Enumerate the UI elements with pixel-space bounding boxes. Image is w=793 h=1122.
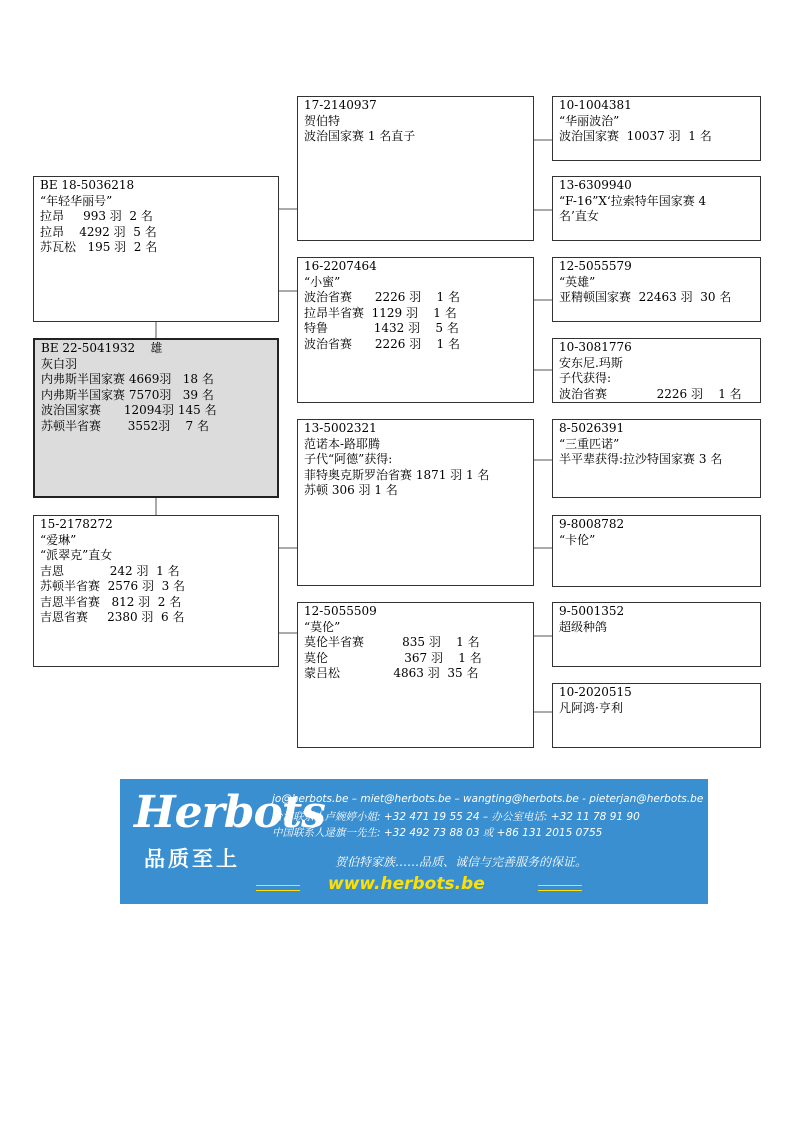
dam-dam-sire-box [552, 602, 761, 667]
pedigree-line: 13-5002321 [304, 421, 377, 435]
pedigree-line: “小蜜” [304, 274, 341, 289]
pedigree-line: 10-2020515 [559, 685, 632, 699]
sire-sire-dam-box [552, 176, 761, 241]
dam-sire-dam-box [552, 515, 761, 587]
sire-sire-box [297, 96, 534, 241]
pedigree-line: 波治国家赛 1 名直子 [304, 129, 416, 143]
pedigree-line: 凡阿鸿·亨利 [559, 700, 623, 715]
pedigree-line: 菲特奥克斯罗治省赛 1871 羽 1 名 [304, 467, 490, 482]
subject-box [33, 338, 279, 498]
sire-dam-box [297, 257, 534, 403]
pedigree-line: “莫伦” [304, 619, 341, 634]
pedigree-line: BE 18-5036218 [40, 178, 135, 192]
pedigree-line: 蒙吕松 4863 羽 35 名 [304, 666, 479, 680]
pedigree-line: 半平辈获得:拉沙特国家赛 3 名 [559, 452, 723, 466]
pedigree-line: “年轻华丽号” [40, 193, 113, 208]
pedigree-line: 8-5026391 [559, 421, 625, 435]
sire-dam-dam-box [552, 338, 761, 403]
pedigree-line: 波治省赛 2226 羽 1 名 [559, 386, 742, 401]
pedigree-line: 波治省赛 2226 羽 1 名 [304, 290, 460, 304]
pedigree-line: 子代获得: [559, 371, 612, 385]
pedigree-line: 16-2207464 [304, 259, 377, 273]
pedigree-line: 拉昂半省赛 1129 羽 1 名 [304, 305, 457, 320]
pedigree-line: 范诺本-路耶腾 [304, 436, 381, 451]
herbots-banner [120, 779, 708, 904]
dam-dam-box [297, 602, 534, 748]
sire-box [33, 176, 279, 322]
pedigree-line: 吉恩省赛 2380 羽 6 名 [40, 610, 185, 624]
pedigree-line: 9-5001352 [559, 604, 625, 618]
pedigree-line: 安东尼.玛斯 [559, 355, 623, 370]
pedigree-line: BE 22-5041932 雄 [41, 341, 163, 355]
banner-emails[interactable]: jo@herbots.be – miet@herbots.be – wangting@herbots.be - pieterjan@herbots.be [272, 793, 704, 805]
pedigree-line: 拉昂 993 羽 2 名 [40, 209, 153, 223]
dam-sire-sire-box [552, 419, 761, 498]
pedigree-line: “派翠克”直女 [40, 548, 113, 562]
banner-left-rule [256, 885, 300, 891]
sire-sire-sire-box [552, 96, 761, 161]
pedigree-line: 吉恩 242 羽 1 名 [40, 563, 180, 578]
pedigree-line: 子代“阿德”获得: [304, 452, 393, 466]
herbots-logo: Herbots [134, 787, 325, 838]
pedigree-line: 17-2140937 [304, 98, 377, 112]
pedigree-line: 10-3081776 [559, 340, 632, 354]
dam-dam-dam-box [552, 683, 761, 748]
pedigree-line: 贺伯特 [304, 113, 341, 128]
pedigree-line: 9-8008782 [559, 517, 625, 531]
pedigree-line: 苏顿半省赛 2576 羽 3 名 [40, 579, 186, 593]
pedigree-line: “华丽波治” [559, 113, 620, 128]
pedigree-line: 苏顿 306 羽 1 名 [304, 483, 398, 497]
pedigree-line: 波治国家赛 12094羽 145 名 [41, 403, 217, 417]
pedigree-line: 12-5055509 [304, 604, 377, 618]
pedigree-line: 15-2178272 [40, 517, 113, 531]
pedigree-line: “F-16”X‘拉索特年国家赛 4 [559, 193, 707, 208]
pedigree-line: 内弗斯半国家赛 4669羽 18 名 [41, 372, 214, 386]
pedigree-line: 10-1004381 [559, 98, 632, 112]
pedigree-line: 苏瓦松 195 羽 2 名 [40, 240, 158, 254]
banner-taiwan-contact: 台湾联系人卢婉婷小姐: +32 471 19 55 24 – 办公室电话: +32 11 78 91 90 [272, 811, 640, 823]
pedigree-line: “卡伦” [559, 532, 596, 547]
pedigree-line: 13-6309940 [559, 178, 632, 192]
pedigree-line: 亚精顿国家赛 22463 羽 30 名 [559, 290, 732, 304]
pedigree-line: 超级种鸽 [559, 619, 608, 634]
pedigree-line: 苏顿半省赛 3552羽 7 名 [41, 418, 209, 433]
pedigree-line: “爱琳” [40, 532, 77, 547]
pedigree-line: 波治国家赛 10037 羽 1 名 [559, 129, 712, 143]
banner-tagline: 贺伯特家族……品质、诚信与完善服务的保证。 [335, 855, 588, 869]
pedigree-line: 灰白羽 [41, 356, 78, 371]
banner-slogan: 品质至上 [144, 847, 240, 871]
pedigree-line: 拉昂 4292 羽 5 名 [40, 224, 157, 239]
banner-china-contact: 中国联系人逯旗一先生: +32 492 73 88 03 或 +86 131 2015 0755 [272, 827, 603, 839]
dam-box [33, 515, 279, 667]
banner-website-link[interactable]: www.herbots.be [328, 874, 485, 894]
pedigree-line: “英雄” [559, 274, 596, 289]
pedigree-line: 吉恩半省赛 812 羽 2 名 [40, 594, 182, 609]
pedigree-line: 特鲁 1432 羽 5 名 [304, 321, 459, 335]
pedigree-line: 波治省赛 2226 羽 1 名 [304, 336, 460, 351]
pedigree-line: “三重匹诺” [559, 436, 620, 451]
pedigree-line: 莫伦 367 羽 1 名 [304, 650, 482, 665]
pedigree-line: 内弗斯半国家赛 7570羽 39 名 [41, 387, 214, 402]
pedigree-line: 名’直女 [559, 209, 599, 223]
banner-right-rule [538, 885, 582, 891]
pedigree-line: 莫伦半省赛 835 羽 1 名 [304, 635, 480, 649]
pedigree-line: 12-5055579 [559, 259, 632, 273]
sire-dam-sire-box [552, 257, 761, 322]
dam-sire-box [297, 419, 534, 586]
